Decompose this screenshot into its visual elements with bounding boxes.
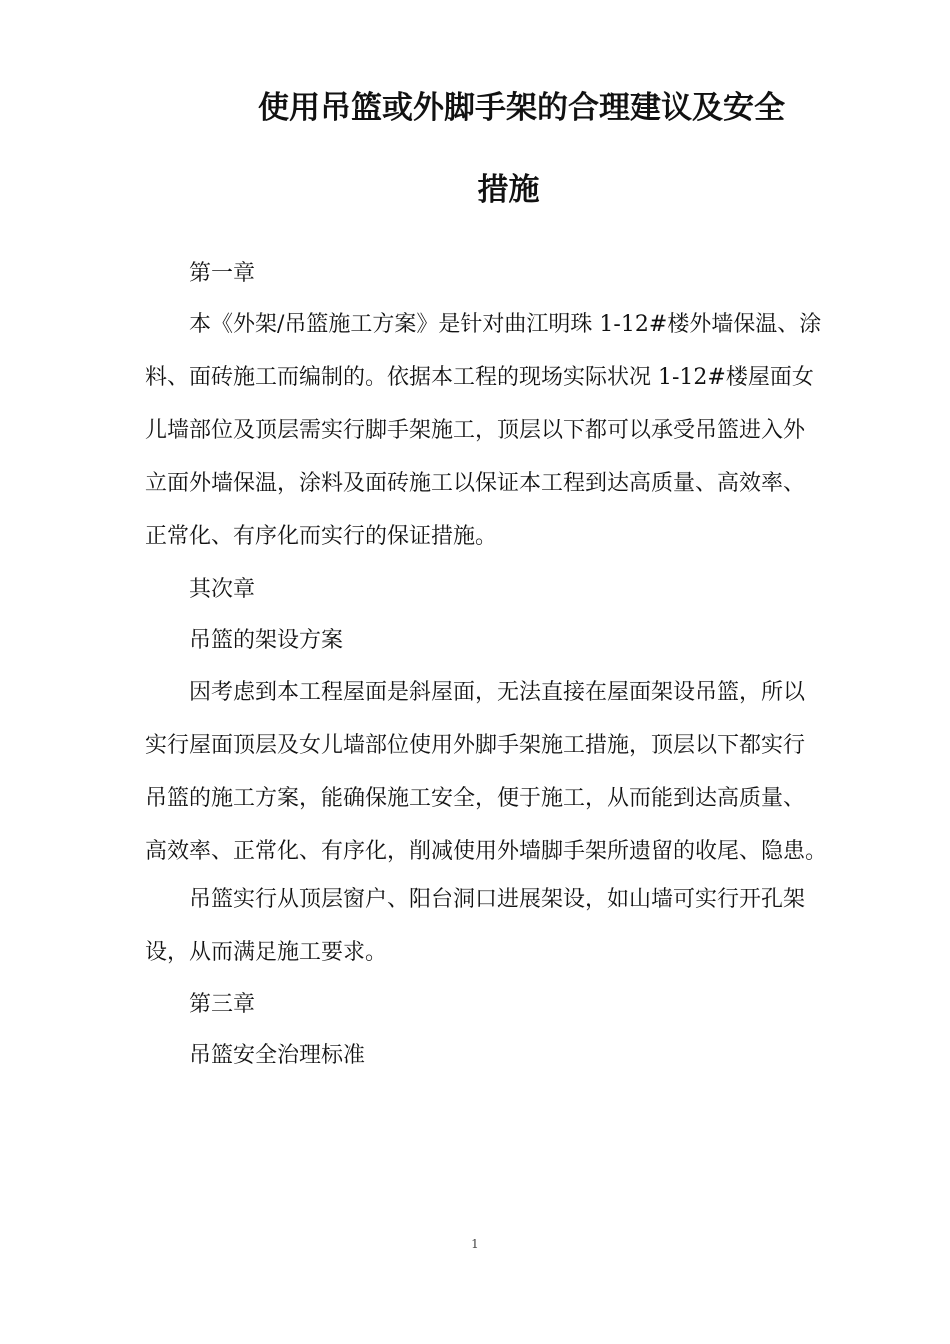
text-line: 吊篮的架设方案 — [189, 628, 344, 653]
text-line: 本《外架/吊篮施工方案》是针对曲江明珠 1-12#楼外墙保温、涂 — [189, 312, 822, 337]
paragraph-roof — [145, 666, 830, 878]
text-line: 吊篮的施工方案，能确保施工安全，便于施工，从而能到达高质量、 — [145, 786, 806, 811]
text-line: 第三章 — [189, 992, 256, 1017]
paragraph-intro — [145, 298, 830, 563]
text-line: 立面外墙保温，涂料及面砖施工以保证本工程到达高质量、高效率、 — [145, 471, 806, 496]
document-title-line-1: 使用吊篮或外脚手架的合理建议及安全 — [258, 90, 785, 126]
text-line: 高效率、正常化、有序化，削减使用外墙脚手架所遗留的收尾、隐患。 — [145, 839, 828, 864]
text-line: 因考虑到本工程屋面是斜屋面，无法直接在屋面架设吊篮，所以 — [189, 680, 806, 705]
text-line: 实行屋面顶层及女儿墙部位使用外脚手架施工措施，顶层以下都实行 — [145, 733, 806, 758]
section-heading-safety — [145, 1029, 830, 1082]
text-line: 正常化、有序化而实行的保证措施。 — [145, 524, 498, 549]
chapter-heading-1 — [145, 247, 830, 300]
text-line: 儿墙部位及顶层需实行脚手架施工，顶层以下都可以承受吊篮进入外 — [145, 418, 806, 443]
section-heading-setup — [145, 614, 830, 667]
chapter-heading-3 — [145, 978, 830, 1031]
text-line: 设，从而满足施工要求。 — [145, 940, 388, 965]
text-line: 吊篮实行从顶层窗户、阳台洞口进展架设，如山墙可实行开孔架 — [189, 887, 806, 912]
document-title-line-2: 措施 — [477, 172, 540, 208]
page-number: 1 — [471, 1237, 479, 1251]
paragraph-windows — [145, 873, 830, 979]
text-line: 吊篮安全治理标准 — [189, 1043, 366, 1068]
text-line: 料、面砖施工而编制的。依据本工程的现场实际状况 1-12#楼屋面女 — [145, 365, 814, 390]
text-line: 其次章 — [189, 577, 256, 602]
text-line: 第一章 — [189, 261, 256, 286]
chapter-heading-2 — [145, 563, 830, 616]
